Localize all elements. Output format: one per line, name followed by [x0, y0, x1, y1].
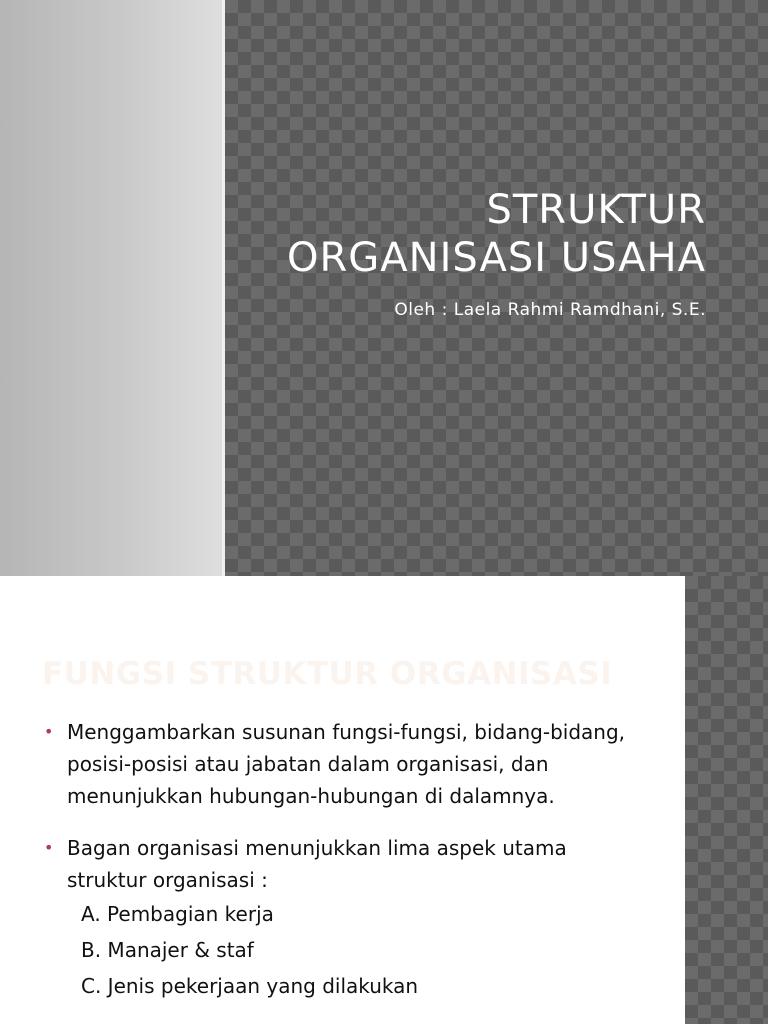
title-line-2: ORGANISASI USAHA: [287, 235, 706, 281]
content-slide: [0, 576, 768, 1024]
sub-item: C. Jenis pekerjaan yang dilakukan: [81, 974, 419, 998]
slide-title: [226, 186, 706, 282]
bullet-list: [42, 716, 642, 1004]
content-slide-title: FUNGSI STRUKTUR ORGANISASI: [42, 656, 613, 692]
bullet-text: Menggambarkan susunan fungsi-fungsi, bidang-bidang, posisi-posisi atau jabatan dalam organisasi, dan menunjukkan hubungan-hubungan di dalamnya.: [67, 720, 625, 808]
aspect-sublist: [67, 896, 642, 1004]
sub-item: A. Pembagian kerja: [81, 902, 274, 926]
slide-subtitle: Oleh : Laela Rahmi Ramdhani, S.E.: [394, 300, 706, 320]
bullet-text: Bagan organisasi menunjukkan lima aspek utama struktur organisasi :: [67, 836, 567, 892]
bullet-item: [42, 832, 642, 1004]
sub-item: B. Manajer & staf: [81, 938, 254, 962]
left-gradient-panel: [0, 0, 222, 576]
bullet-icon: •: [44, 722, 54, 741]
diamond-pattern-background: [225, 0, 768, 576]
bullet-icon: •: [44, 838, 54, 857]
diamond-pattern-strip: [685, 576, 768, 1024]
bullet-item: [42, 716, 642, 812]
title-line-1: STRUKTUR: [486, 187, 706, 233]
